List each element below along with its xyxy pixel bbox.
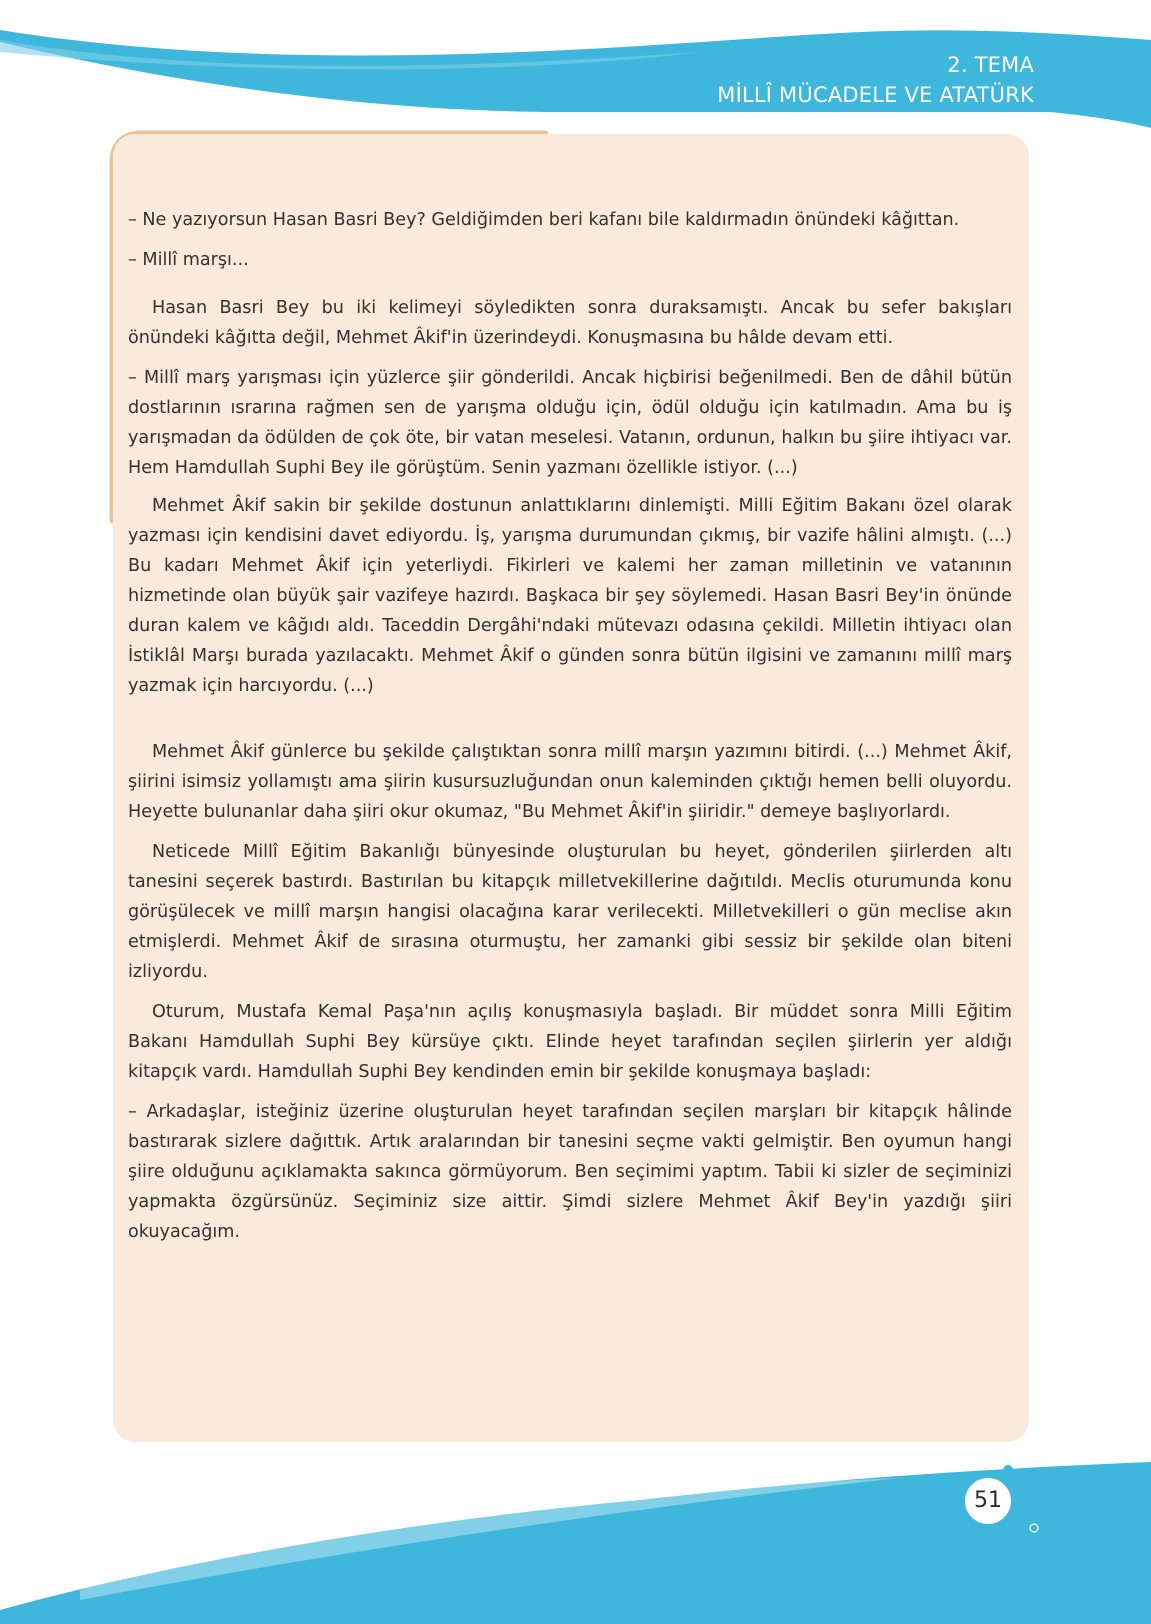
paragraph: – Millî marş yarışması için yüzlerce şiir gönderildi. Ancak hiçbirisi beğenilmedi. Ben de dâhil bütün dostlarının ısrarına rağmen sen de yarışma olduğu için, ödül olduğu için katılmadın. Ama bu iş yarışmadan da ödülden de çok öte, bir vatan meselesi. Vatanın, ordunun, halkın bu şiire ihtiyacı var. Hem Hamdullah Suphi Bey ile görüştüm. Senin yazmanı özellikle istiyor. (...) [128, 368, 1012, 478]
paragraph: – Millî marşı... [128, 250, 249, 270]
theme-header [717, 50, 1034, 110]
bubble-icon [1003, 1465, 1013, 1475]
page-number: 51 [962, 1475, 1014, 1527]
theme-number: 2. TEMA [947, 53, 1034, 77]
paragraph: Hasan Basri Bey bu iki kelimeyi söyledikten sonra duraksamıştı. Ancak bu sefer bakışları önündeki kâğıtta değil, Mehmet Âkif'in üzerindeydi. Konuşmasına bu hâlde devam etti. [128, 298, 1012, 348]
paragraph: Neticede Millî Eğitim Bakanlığı bünyesinde oluşturulan bu heyet, gönderilen şiirlerden altı tanesini seçerek bastırdı. Bastırılan bu kitapçık milletvekillerine dağıtıldı. Meclis oturumunda konu görüşülecek ve millî marşın hangisi olacağına karar verilecekti. Milletvekilleri o gün meclise akın etmişlerdi. Mehmet Âkif de sırasına oturmuştu, her zamanki gibi sessiz bir şekilde olan biteni izliyordu. [128, 842, 1012, 982]
theme-title: MİLLÎ MÜCADELE VE ATATÜRK [717, 83, 1034, 107]
paragraph: Mehmet Âkif günlerce bu şekilde çalıştıktan sonra millî marşın yazımını bitirdi. (...) Mehmet Âkif, şiirini isimsiz yollamıştı ama şiirin kusursuzluğundan onun kaleminden çıktığı hemen belli oluyordu. Heyette bulunanlar daha şiiri okur okumaz, "Bu Mehmet Âkif'in şiiridir." demeye başlıyorlardı. [128, 742, 1012, 822]
paragraph: Oturum, Mustafa Kemal Paşa'nın açılış konuşmasıyla başladı. Bir müddet sonra Milli Eğitim Bakanı Hamdullah Suphi Bey kürsüye çıktı. Elinde heyet tarafından seçilen şiirlerin yer aldığı kitapçık vardı. Hamdullah Suphi Bey kendinden emin bir şekilde konuşmaya başladı: [128, 1002, 1012, 1082]
story-text [128, 205, 1012, 1247]
paragraph: – Arkadaşlar, isteğiniz üzerine oluşturulan heyet tarafından seçilen marşları bir kitapçık hâlinde bastırarak sizlere dağıttık. Artık aralarından bir tanesini seçme vakti gelmiştir. Ben oyumun hangi şiire olduğunu açıklamakta sakınca görmüyorum. Ben seçimimi yaptım. Tabii ki sizler de seçiminizi yapmakta özgürsünüz. Seçiminiz size aittir. Şimdi sizlere Mehmet Âkif Bey'in yazdığı şiiri okuyacağım. [128, 1102, 1012, 1242]
paragraph: – Ne yazıyorsun Hasan Basri Bey? Geldiğimden beri kafanı bile kaldırmadın önündeki kâğıttan. [128, 210, 960, 230]
paragraph: Mehmet Âkif sakin bir şekilde dostunun anlattıklarını dinlemişti. Milli Eğitim Bakanı özel olarak yazması için kendisini davet ediyordu. İş, yarışma durumundan çıkmış, bir vazife hâlini almıştı. (...) Bu kadarı Mehmet Âkif için yeterliydi. Fikirleri ve kalemi her zaman milletinin ve vatanının hizmetinde olan büyük şair vazifeye hazırdı. Başkaca bir şey söylemedi. Hasan Basri Bey'in önünde duran kalem ve kâğıdı aldı. Taceddin Dergâhi'ndaki mütevazı odasına çekildi. Milletin ihtiyacı olan İstiklâl Marşı burada yazılacaktı. Mehmet Âkif o günden sonra bütün ilgisini ve zamanını millî marş yazmak için harcıyordu. (...) [128, 496, 1012, 696]
